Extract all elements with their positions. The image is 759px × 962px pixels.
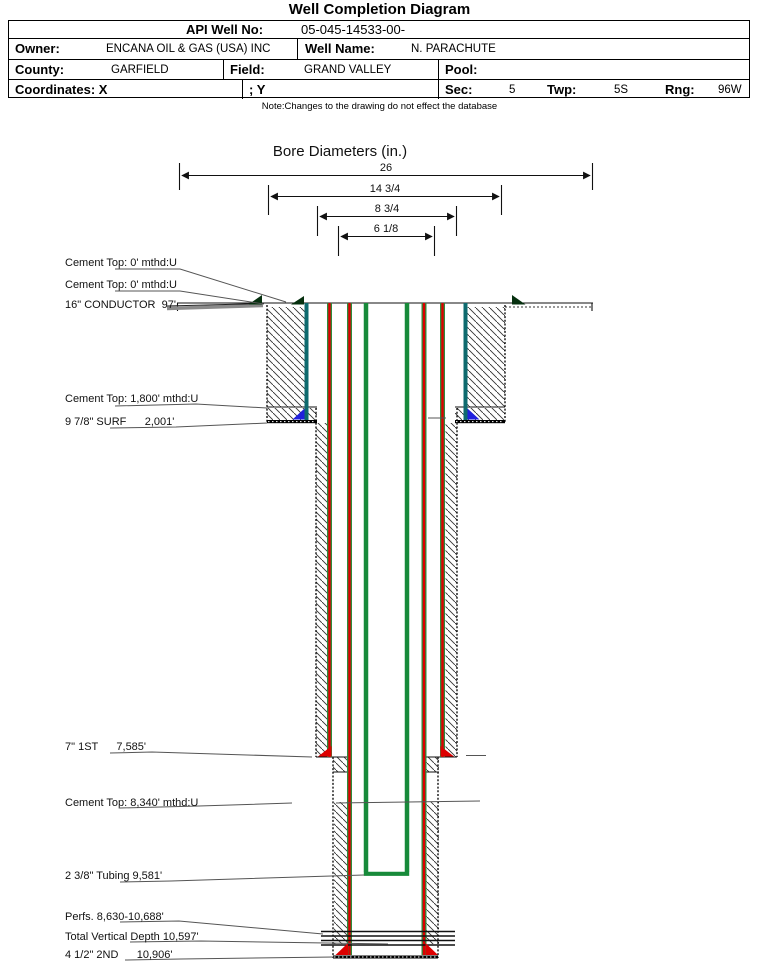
cement-1st-left [316,423,328,757]
dimension-label-14-3-4: 14 3/4 [369,183,401,195]
county-label: County: [15,62,65,77]
label-perforations: Perfs. 8,630-10,688' [65,911,164,923]
twp-label: Twp: [547,82,577,97]
cement-conductor-left [267,307,306,407]
annotation-labels [65,257,199,961]
label-tubing: 2 3/8" Tubing 9,581' [65,870,163,882]
coordinates-y-label: ; Y [249,82,266,97]
tubing-2-3-8 [364,303,409,874]
label-cement-top-conductor: Cement Top: 0' mthd:U [65,257,177,269]
second-casing-4-1-2 [350,303,425,955]
rng-value: 96W [718,84,742,96]
borehole-wall-8-3-4in [316,408,457,757]
page-title: Well Completion Diagram [288,1,471,18]
label-cement-top-2nd: Cement Top: 8,340' mthd:U [65,797,199,809]
dimension-label-26: 26 [379,162,393,174]
shoe-ledge-right [425,757,439,772]
cement-top-0-marker-right-icon [512,295,526,305]
note-text: Note:Changes to the drawing do not effect the database [261,101,498,112]
label-cement-top-surf: Cement Top: 1,800' mthd:U [65,393,199,405]
dimension-label-6-1-8: 6 1/8 [373,223,399,235]
cement-surf-right [455,408,505,420]
label-cement-top-1st: Cement Top: 0' mthd:U [65,279,177,291]
dimension-6-1-8 [339,223,435,256]
twp-value: 5S [614,84,629,96]
cement-2nd-left [334,802,349,944]
shoe-ledge-left [333,757,347,772]
owner-value: ENCANA OIL & GAS (USA) INC [106,43,271,55]
county-value: GARFIELD [111,64,169,76]
label-conductor: 16" CONDUCTOR 97' [65,299,176,311]
sec-value: 5 [509,84,516,96]
owner-label: Owner: [15,41,60,56]
label-total-vertical-depth: Total Vertical Depth 10,597' [65,931,199,943]
api-label: API Well No: [186,22,264,37]
wellbore-structure [167,295,593,959]
cement-surf-left [267,408,317,420]
field-label: Field: [230,62,265,77]
bore-diameters-section [180,143,593,256]
cement-1st-right [446,423,458,757]
label-first-casing: 7" 1ST 7,585' [65,741,147,753]
bore-diameters-title: Bore Diameters (in.) [272,143,408,160]
api-value: 05-045-14533-00- [301,22,406,37]
label-surf-casing: 9 7/8" SURF 2,001' [65,416,175,428]
pool-label: Pool: [445,62,478,77]
well-name-label: Well Name: [305,41,375,56]
dimension-label-8-3-4: 8 3/4 [374,203,400,215]
sec-label: Sec: [445,82,473,97]
cement-conductor-right [466,307,505,407]
cement-top-0-marker-inner-icon [291,296,304,305]
well-name-value: N. PARACHUTE [411,43,496,55]
coordinates-label: Coordinates: X [15,82,108,97]
rng-label: Rng: [665,82,695,97]
label-second-casing: 4 1/2" 2ND 10,906' [65,949,173,961]
field-value: GRAND VALLEY [304,64,392,76]
